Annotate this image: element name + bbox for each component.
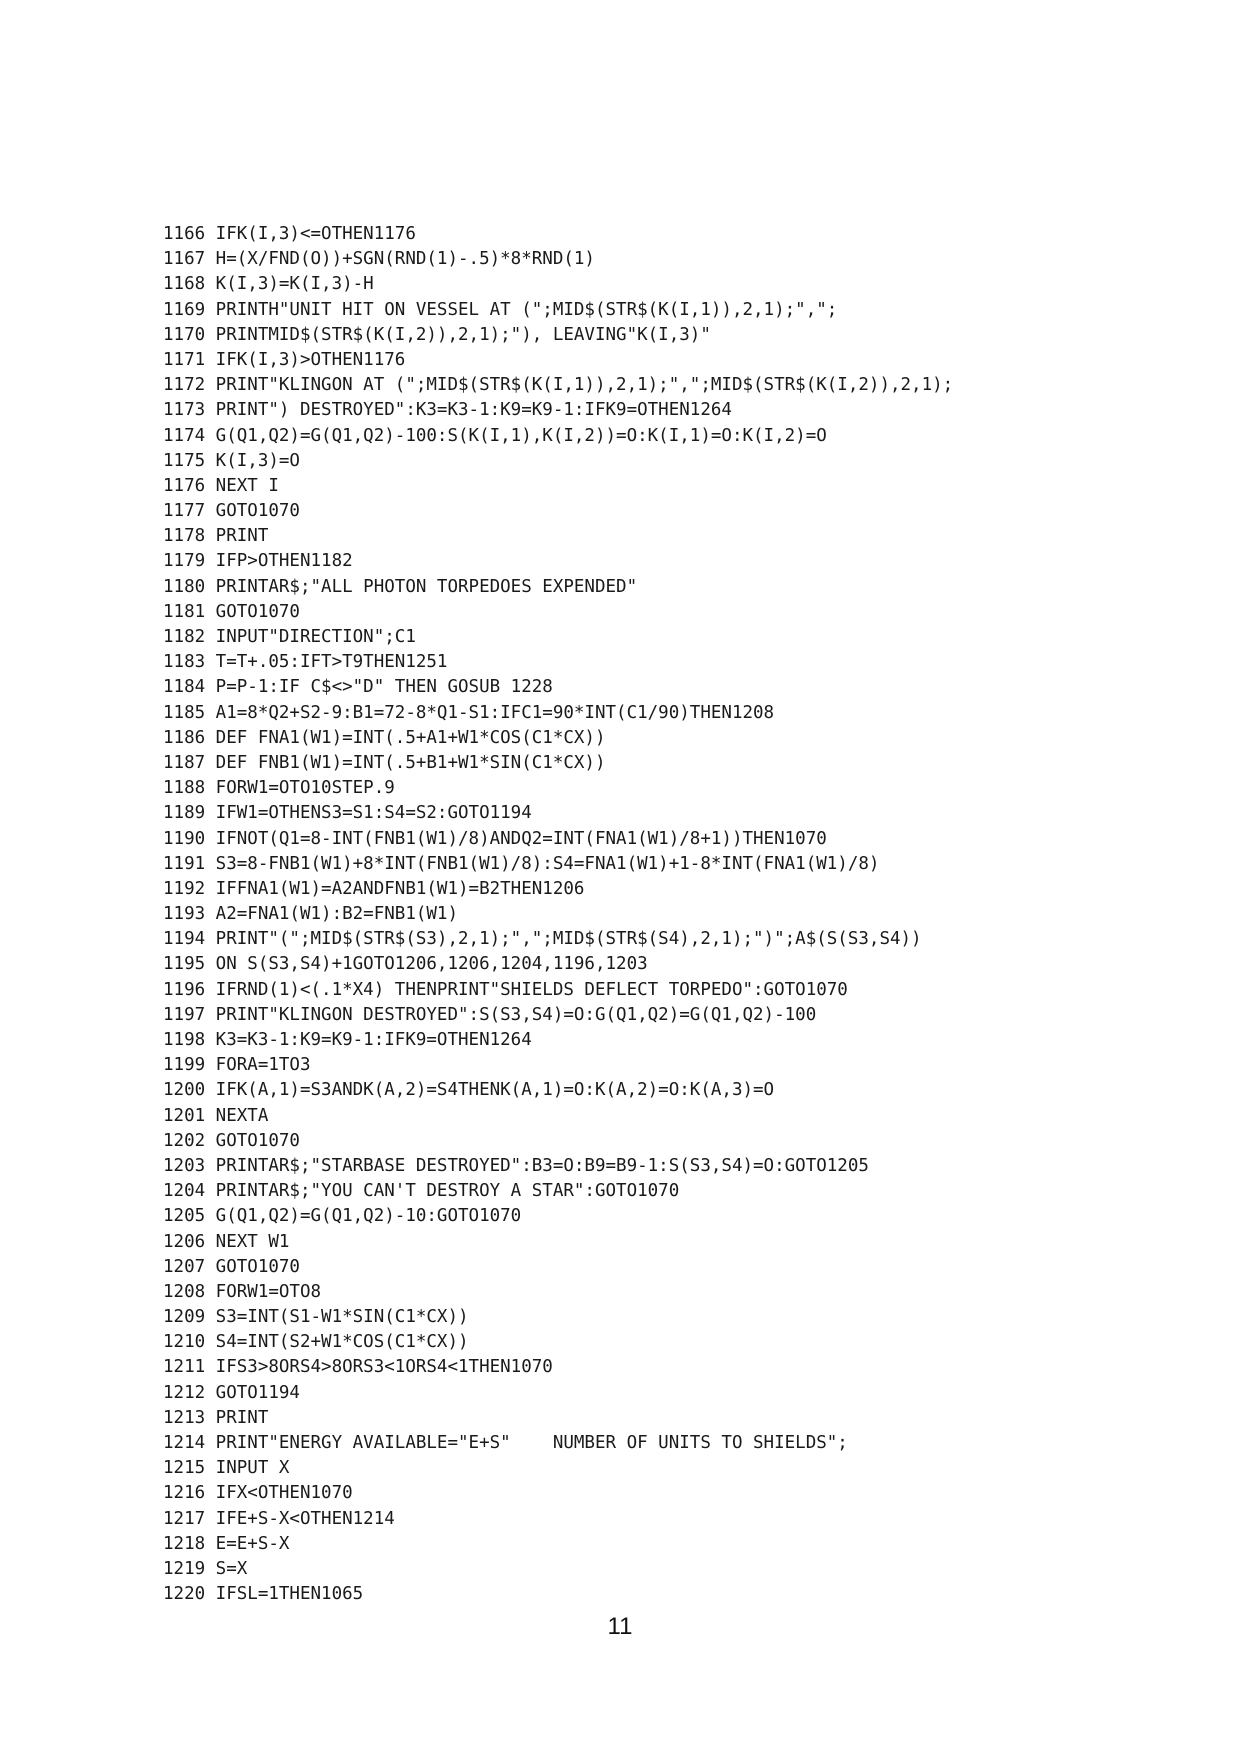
code-line: 1171 IFK(I,3)>OTHEN1176 bbox=[163, 349, 406, 370]
code-line: 1215 INPUT X bbox=[163, 1458, 290, 1479]
code-line: 1202 GOTO1070 bbox=[163, 1130, 300, 1151]
code-listing bbox=[163, 222, 1223, 1607]
code-line: 1195 ON S(S3,S4)+1GOTO1206,1206,1204,1196,1203 bbox=[163, 954, 648, 975]
code-line: 1177 GOTO1070 bbox=[163, 501, 300, 522]
code-line: 1169 PRINTH"UNIT HIT ON VESSEL AT (";MID$(STR$(K(I,1)),2,1);","; bbox=[163, 299, 838, 320]
code-line: 1184 P=P-1:IF C$<>"D" THEN GOSUB 1228 bbox=[163, 677, 553, 698]
code-line: 1192 IFFNA1(W1)=A2ANDFNB1(W1)=B2THEN1206 bbox=[163, 878, 585, 899]
code-line: 1178 PRINT bbox=[163, 526, 269, 547]
code-line: 1173 PRINT") DESTROYED":K3=K3-1:K9=K9-1:IFK9=OTHEN1264 bbox=[163, 400, 732, 421]
code-line: 1170 PRINTMID$(STR$(K(I,2)),2,1);"), LEAVING"K(I,3)" bbox=[163, 324, 711, 345]
code-line: 1191 S3=8-FNB1(W1)+8*INT(FNB1(W1)/8):S4=FNA1(W1)+1-8*INT(FNA1(W1)/8) bbox=[163, 853, 880, 874]
code-line: 1176 NEXT I bbox=[163, 475, 279, 496]
code-line: 1182 INPUT"DIRECTION";C1 bbox=[163, 627, 416, 647]
code-line: 1181 GOTO1070 bbox=[163, 601, 300, 622]
code-line: 1199 FORA=1TO3 bbox=[163, 1055, 311, 1076]
code-line: 1194 PRINT"(";MID$(STR$(S3),2,1);",";MID$(STR$(S4),2,1);")";A$(S(S3,S4)) bbox=[163, 929, 922, 950]
code-line: 1187 DEF FNB1(W1)=INT(.5+B1+W1*SIN(C1*CX)) bbox=[163, 752, 606, 773]
code-line: 1185 A1=8*Q2+S2-9:B1=72-8*Q1-S1:IFC1=90*INT(C1/90)THEN1208 bbox=[163, 702, 775, 723]
code-line: 1200 IFK(A,1)=S3ANDK(A,2)=S4THENK(A,1)=O:K(A,2)=O:K(A,3)=O bbox=[163, 1080, 775, 1101]
code-line: 1174 G(Q1,Q2)=G(Q1,Q2)-100:S(K(I,1),K(I,2))=O:K(I,1)=O:K(I,2)=O bbox=[163, 425, 827, 446]
code-line: 1207 GOTO1070 bbox=[163, 1256, 300, 1277]
code-line: 1203 PRINTAR$;"STARBASE DESTROYED":B3=O:B9=B9-1:S(S3,S4)=O:GOTO1205 bbox=[163, 1155, 869, 1176]
code-line: 1190 IFNOT(Q1=8-INT(FNB1(W1)/8)ANDQ2=INT(FNA1(W1)/8+1))THEN1070 bbox=[163, 828, 827, 849]
code-line: 1193 A2=FNA1(W1):B2=FNB1(W1) bbox=[163, 904, 459, 925]
code-line: 1220 IFSL=1THEN1065 bbox=[163, 1584, 364, 1605]
code-line: 1172 PRINT"KLINGON AT (";MID$(STR$(K(I,1)),2,1);",";MID$(STR$(K(I,2)),2,1); bbox=[163, 375, 954, 396]
code-line: 1204 PRINTAR$;"YOU CAN'T DESTROY A STAR":GOTO1070 bbox=[163, 1181, 680, 1202]
code-line: 1214 PRINT"ENERGY AVAILABLE="E+S" NUMBER OF UNITS TO SHIELDS"; bbox=[163, 1433, 848, 1453]
code-line: 1188 FORW1=OTO10STEP.9 bbox=[163, 778, 395, 799]
code-line: 1212 GOTO1194 bbox=[163, 1382, 300, 1403]
code-line: 1219 S=X bbox=[163, 1558, 248, 1579]
code-line: 1205 G(Q1,Q2)=G(Q1,Q2)-10:GOTO1070 bbox=[163, 1206, 522, 1227]
code-line: 1183 T=T+.05:IFT>T9THEN1251 bbox=[163, 652, 448, 673]
code-line: 1209 S3=INT(S1-W1*SIN(C1*CX)) bbox=[163, 1307, 469, 1328]
code-line: 1210 S4=INT(S2+W1*COS(C1*CX)) bbox=[163, 1332, 469, 1353]
code-line: 1166 IFK(I,3)<=OTHEN1176 bbox=[163, 224, 416, 244]
code-line: 1180 PRINTAR$;"ALL PHOTON TORPEDOES EXPENDED" bbox=[163, 576, 638, 597]
code-line: 1198 K3=K3-1:K9=K9-1:IFK9=OTHEN1264 bbox=[163, 1030, 532, 1050]
code-line: 1189 IFW1=OTHENS3=S1:S4=S2:GOTO1194 bbox=[163, 803, 532, 824]
code-line: 1216 IFX<OTHEN1070 bbox=[163, 1483, 353, 1504]
code-line: 1211 IFS3>8ORS4>8ORS3<1ORS4<1THEN1070 bbox=[163, 1357, 553, 1378]
code-line: 1196 IFRND(1)<(.1*X4) THENPRINT"SHIELDS DEFLECT TORPEDO":GOTO1070 bbox=[163, 979, 848, 1000]
code-line: 1218 E=E+S-X bbox=[163, 1533, 290, 1554]
code-line: 1208 FORW1=OTO8 bbox=[163, 1281, 322, 1302]
page-number: 11 bbox=[607, 1613, 633, 1640]
code-line: 1186 DEF FNA1(W1)=INT(.5+A1+W1*COS(C1*CX)) bbox=[163, 727, 606, 748]
code-line: 1217 IFE+S-X<OTHEN1214 bbox=[163, 1508, 395, 1529]
code-line: 1168 K(I,3)=K(I,3)-H bbox=[163, 274, 374, 295]
code-line: 1179 IFP>OTHEN1182 bbox=[163, 551, 353, 572]
code-line: 1206 NEXT W1 bbox=[163, 1231, 290, 1252]
code-line: 1167 H=(X/FND(O))+SGN(RND(1)-.5)*8*RND(1) bbox=[163, 249, 595, 270]
code-line: 1213 PRINT bbox=[163, 1407, 269, 1428]
code-line: 1175 K(I,3)=O bbox=[163, 450, 300, 471]
code-line: 1197 PRINT"KLINGON DESTROYED":S(S3,S4)=O:G(Q1,Q2)=G(Q1,Q2)-100 bbox=[163, 1004, 817, 1025]
code-line: 1201 NEXTA bbox=[163, 1105, 269, 1126]
